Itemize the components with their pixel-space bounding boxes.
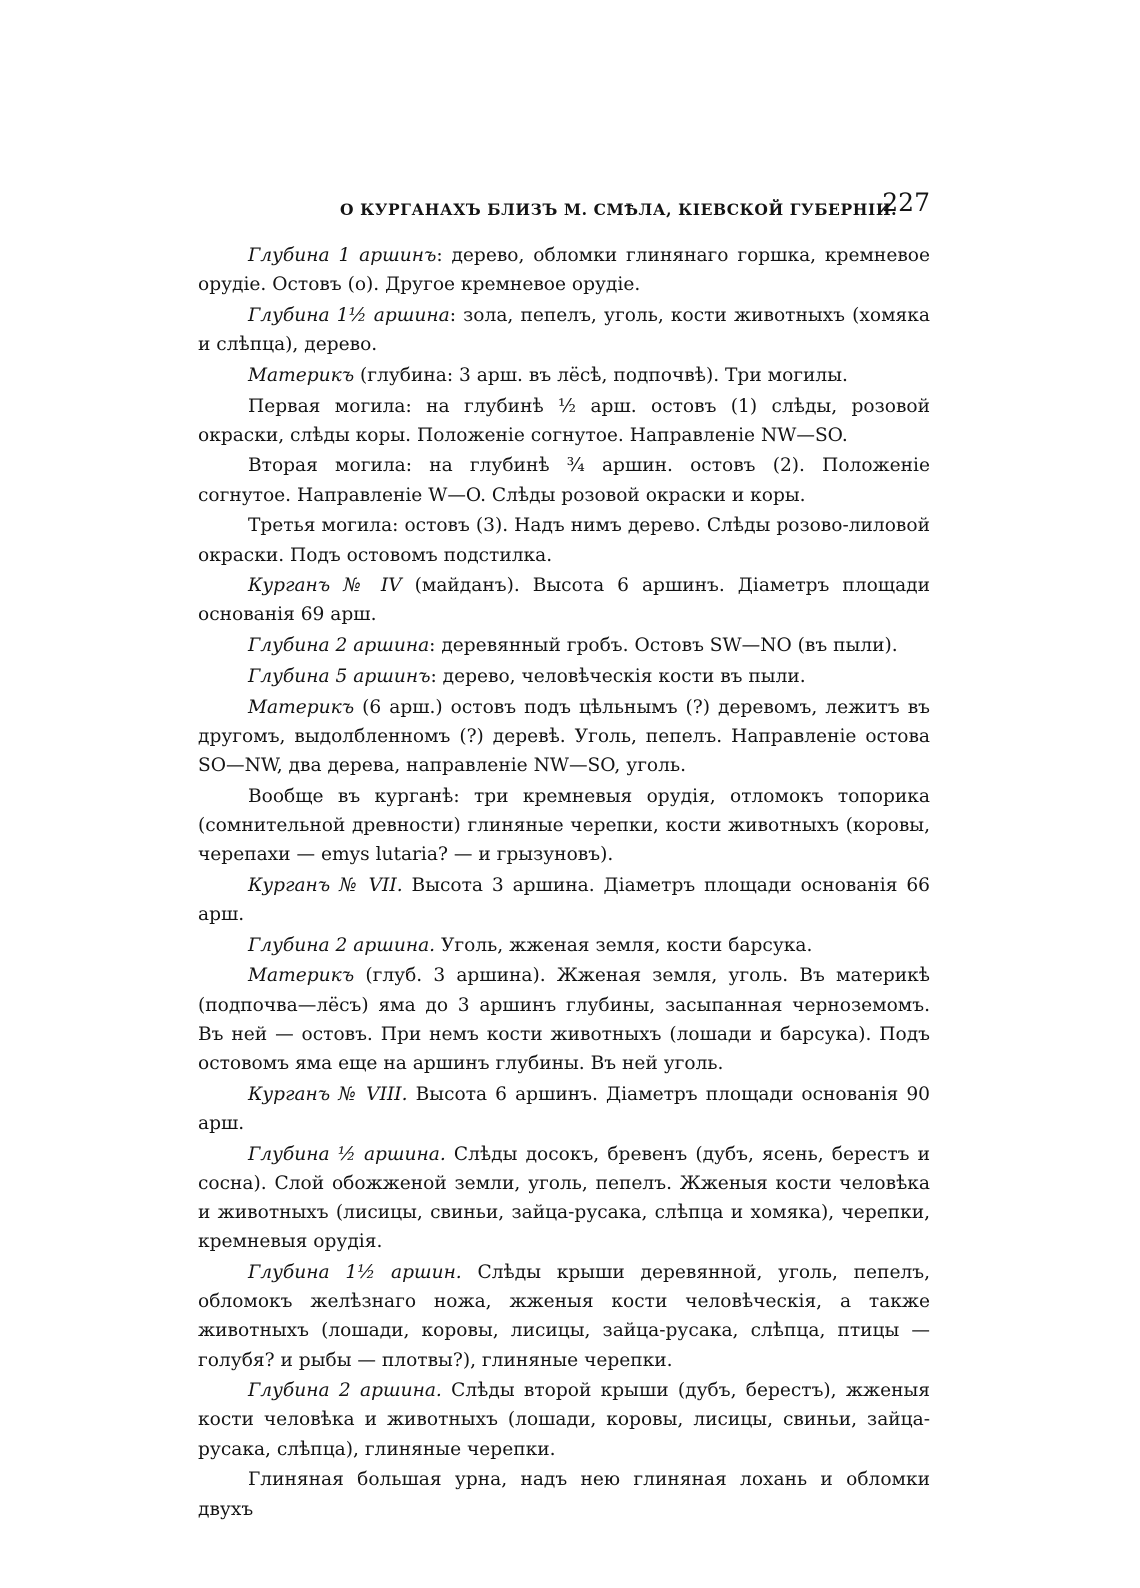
paragraph-lead: Глубина 1½ аршина (248, 304, 450, 326)
paragraph-text: Высота 3 аршина. Діаметръ площади основанія 66 арш. (198, 874, 930, 925)
paragraph-text: Слѣды второй крыши (дубъ, берестъ), жженыя кости человѣка и животныхъ (лошади, коровы, лисицы, свиньи, зайца-русака, слѣпца), глиняные черепки. (198, 1380, 930, 1460)
paragraph (198, 961, 930, 1078)
paragraph-lead: Глубина ½ аршина. (248, 1143, 446, 1165)
paragraph-text: Слѣды крыши деревянной, уголь, пепелъ, обломокъ желѣзнаго ножа, жженыя кости человѣческія, а также животныхъ (лошади, коровы, лисицы, зайца-русака, слѣпца, птицы — голубя? и рыбы — плотвы?), глиняные черепки. (198, 1261, 931, 1371)
paragraph-lead: Глубина 1½ аршин. (248, 1261, 462, 1283)
paragraph-text: Слѣды досокъ, бревенъ (дубъ, ясень, берестъ и сосна). Слой обожженой земли, уголь, пепелъ. Жженыя кости человѣка и животныхъ (лисицы, свиньи, зайца-русака, слѣпца и хомяка), черепки, кремневыя орудія. (198, 1143, 930, 1253)
paragraph (198, 241, 930, 299)
paragraph (198, 871, 930, 929)
paragraph-text: Вторая могила: на глубинѣ ¾ аршин. остовъ (2). Положеніе согнутое. Направленіе W—O. Слѣды розовой окраски и коры. (198, 455, 930, 506)
paragraph-text: Глиняная большая урна, надъ нею глиняная лохань и обломки двухъ (198, 1469, 930, 1520)
paragraph-text: : зола, пепелъ, уголь, кости животныхъ (хомяка и слѣпца), дерево. (198, 304, 930, 356)
paragraph (198, 361, 930, 390)
paragraph (198, 662, 930, 691)
paragraph-text: Третья могила: остовъ (3). Надъ нимъ дерево. Слѣды розово-лиловой окраски. Подъ остовомъ подстилка. (198, 515, 930, 566)
paragraph-lead: Курганъ № IV (248, 575, 402, 597)
paragraph (198, 571, 930, 629)
paragraph-text: : деревянный гробъ. Остовъ SW—NO (въ пыли). (429, 635, 898, 657)
paragraph-text: Вообще въ курганѣ: три кремневыя орудія, отломокъ топорика (сомнительной древности) глиняные черепки, кости животныхъ (коровы, черепахи — emys lutaria? — и грызуновъ). (198, 785, 930, 866)
body-text (198, 241, 930, 1525)
paragraph-lead: Глубина 2 аршина (248, 635, 430, 657)
paragraph (198, 631, 930, 660)
paragraph-lead: Материкъ (248, 965, 355, 987)
paragraph-lead: Глубина 5 аршинъ (248, 665, 431, 687)
paragraph-lead: Материкъ (248, 364, 355, 386)
paragraph-text: (глуб. 3 аршина). Жженая земля, уголь. Въ материкѣ (подпочва—лёсъ) яма до 3 аршинъ глубины, засыпанная черноземомъ. Въ ней — остовъ. При немъ кости животныхъ (лошади и барсука). Подъ остовомъ яма еще на аршинъ глубины. Въ ней уголь. (198, 965, 930, 1074)
paragraph-lead: Материкъ (248, 696, 355, 718)
paragraph-lead: Курганъ № VIII. (248, 1083, 408, 1105)
paragraph-text: (майданъ). Высота 6 аршинъ. Діаметръ площади основанія 69 арш. (198, 575, 930, 626)
paragraph (198, 451, 930, 509)
paragraph-lead: Глубина 1 аршинъ (248, 245, 437, 266)
paragraph-text: (6 арш.) остовъ подъ цѣльнымъ (?) деревомъ, лежитъ въ другомъ, выдолбленномъ (?) деревѣ. Уголь, пепелъ. Направленіе остова SO—NW, два дерева, направленіе NW—SO, уголь. (198, 696, 930, 776)
paragraph-text: (глубина: 3 арш. въ лёсѣ, подпочвѣ). Три могилы. (354, 364, 848, 386)
paragraph (198, 1080, 930, 1138)
paragraph-text: Первая могила: на глубинѣ ½ арш. остовъ (1) слѣды, розовой окраски, слѣды коры. Положеніе согнутое. Направленіе NW—SO. (198, 395, 930, 446)
page-number: 227 (882, 188, 930, 217)
paragraph (198, 782, 930, 870)
paragraph (198, 511, 930, 569)
paragraph-text: Уголь, жженая земля, кости барсука. (435, 934, 813, 956)
running-title: О КУРГАНАХЪ БЛИЗЪ М. СМѢЛА, КІЕВСКОЙ ГУБЕРНІИ. (340, 200, 898, 219)
paragraph-lead: Глубина 2 аршина. (248, 934, 436, 956)
paragraph-text: : дерево, человѣческія кости въ пыли. (430, 665, 806, 687)
paragraph (198, 931, 930, 960)
paragraph (198, 392, 930, 450)
paragraph-text: Высота 6 аршинъ. Діаметръ площади основанія 90 арш. (198, 1083, 930, 1134)
page-header (198, 188, 930, 232)
paragraph-lead: Курганъ № VII. (248, 874, 403, 896)
paragraph (198, 1258, 930, 1375)
paragraph (198, 301, 930, 359)
paragraph (198, 1465, 930, 1523)
paragraph (198, 1376, 930, 1464)
paragraph (198, 693, 930, 781)
paragraph-text: : дерево, обломки глинянаго горшка, кремневое орудіе. Остовъ (о). Другое кремневое орудіе. (198, 245, 930, 296)
paragraph (198, 1140, 930, 1257)
paragraph-lead: Глубина 2 аршина. (248, 1380, 442, 1402)
